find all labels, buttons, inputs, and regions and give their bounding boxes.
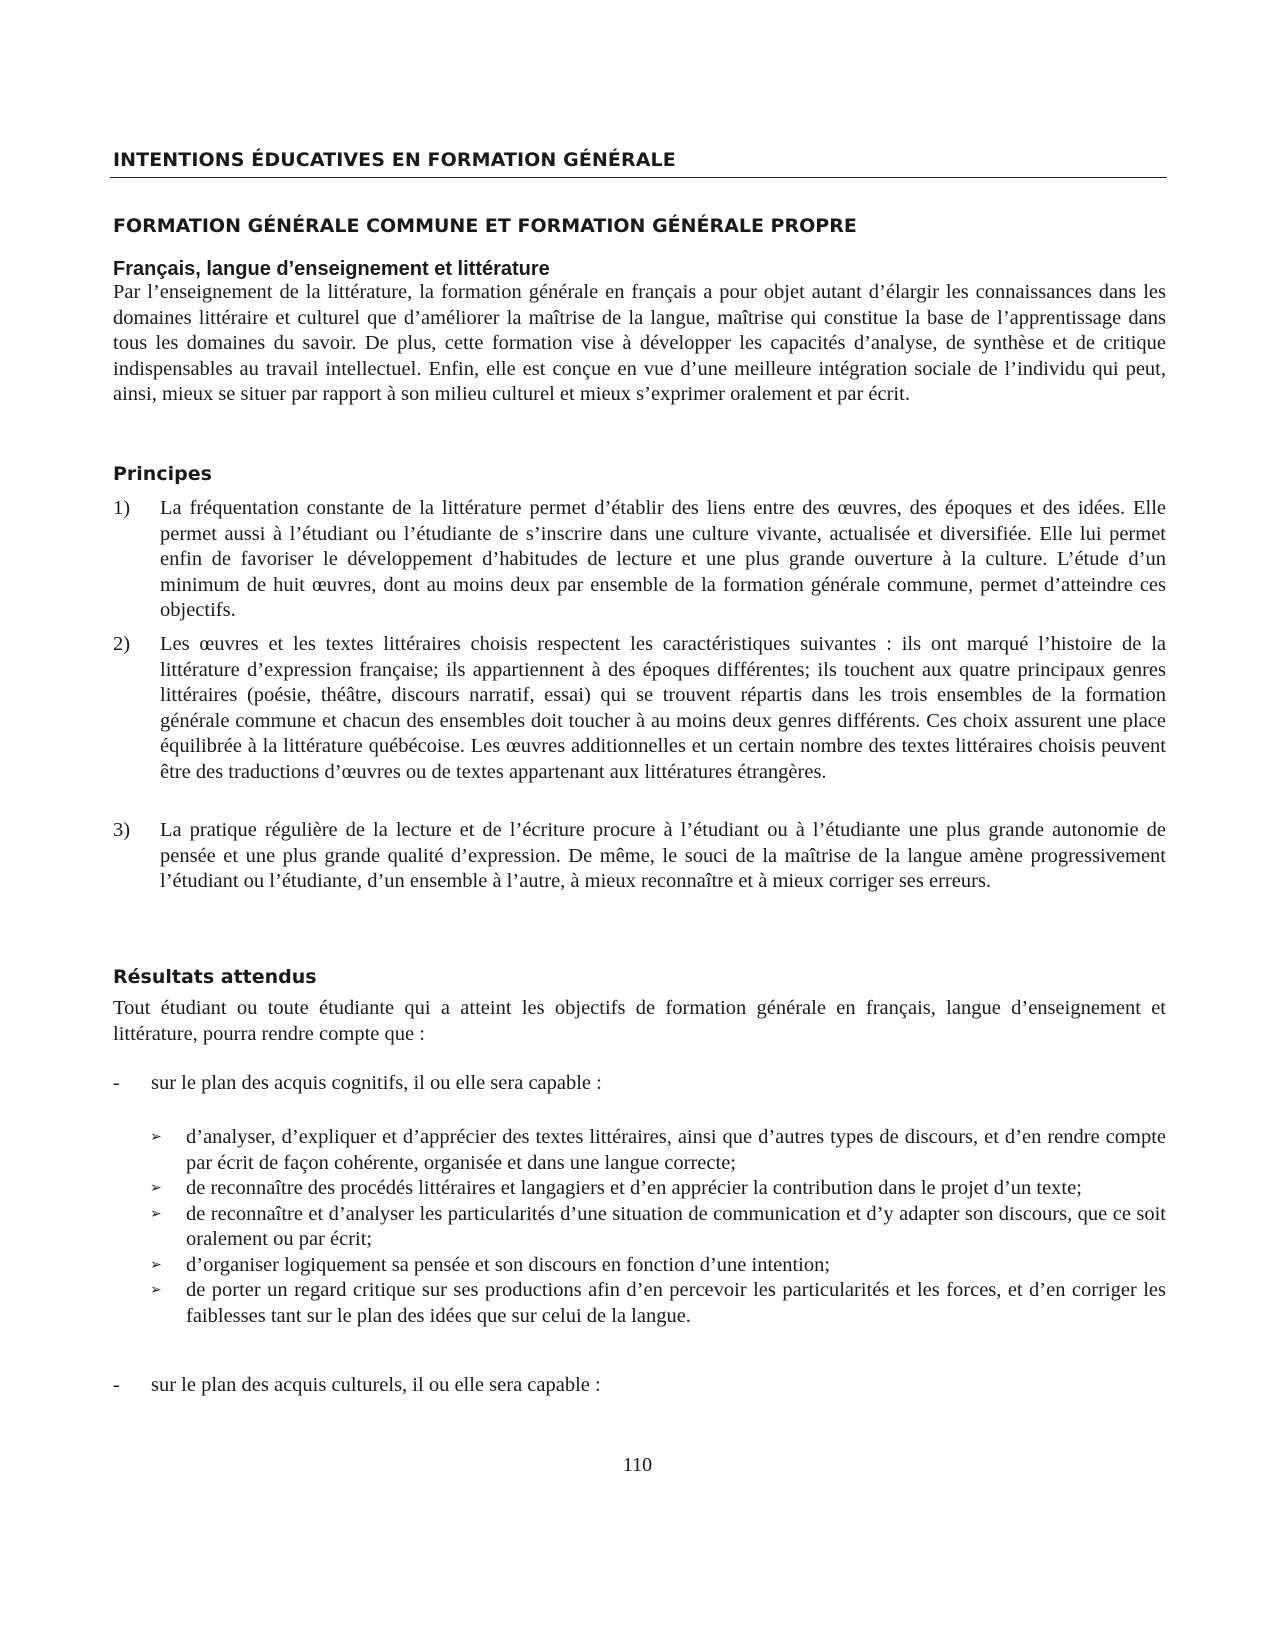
results-intro: Tout étudiant ou toute étudiante qui a atteint les objectifs de formation générale en français, langue d’enseignement et littérature, pourra rendre compte que : xyxy=(113,997,1166,1045)
dash-marker: - xyxy=(113,1072,120,1094)
bullet-text: de reconnaître des procédés littéraires et langagiers et d’en apprécier la contribution dans le projet d’un texte; xyxy=(186,1177,1082,1199)
list-item xyxy=(113,1176,1166,1202)
bullet-text: d’organiser logiquement sa pensée et son discours en fonction d’une intention; xyxy=(186,1253,831,1276)
bullet-text: de porter un regard critique sur ses productions afin d’en percevoir les particularités et les forces, et d’en corriger les faiblesses tant sur le plan des idées que sur celui de la langue. xyxy=(186,1279,1166,1327)
principle-item xyxy=(113,496,1166,624)
principle-number: 3) xyxy=(113,819,131,841)
list-item xyxy=(113,1125,1166,1176)
list-item xyxy=(113,1202,1166,1253)
bullet-text: de reconnaître et d’analyser les particularités d’une situation de communication et d’y adapter son discours, que ce soit oralement ou par écrit; xyxy=(186,1202,1166,1250)
subject-title: Français, langue d’enseignement et littérature xyxy=(113,258,550,280)
cultural-label: sur le plan des acquis culturels, il ou elle sera capable : xyxy=(151,1374,601,1396)
principle-number: 2) xyxy=(113,633,131,655)
list-item xyxy=(113,1253,1166,1279)
principle-item xyxy=(113,632,1166,785)
arrow-bullet-icon: ➢ xyxy=(150,1181,162,1196)
principles-heading: Principes xyxy=(113,463,212,485)
dash-marker: - xyxy=(113,1374,120,1396)
section-title: INTENTIONS ÉDUCATIVES EN FORMATION GÉNÉRALE xyxy=(113,149,676,171)
cognitive-line xyxy=(113,1071,1163,1097)
arrow-bullet-icon: ➢ xyxy=(150,1283,162,1298)
subsection-title: FORMATION GÉNÉRALE COMMUNE ET FORMATION GÉNÉRALE PROPRE xyxy=(113,215,857,237)
principle-item xyxy=(113,818,1166,895)
section-title-rule xyxy=(110,177,1167,178)
list-item xyxy=(113,1278,1166,1329)
cognitive-label: sur le plan des acquis cognitifs, il ou elle sera capable : xyxy=(151,1072,602,1094)
intro-paragraph: Par l’enseignement de la littérature, la formation générale en français a pour objet autant d’élargir les connaissances dans les domaines littéraire et culturel que d’améliorer la maîtrise de la langue, maîtrise qui constitue la base de l’apprentissage dans tous les domaines du savoir. De plus, cette formation vise à développer les capacités d’analyse, de synthèse et de critique indispensables au travail intellectuel. Enfin, elle est conçue en vue d’une meilleure intégration sociale de l’individu qui peut, ainsi, mieux se situer par rapport à son milieu culturel et mieux s’exprimer oralement et par écrit. xyxy=(113,281,1166,405)
principle-number: 1) xyxy=(113,497,131,519)
results-heading: Résultats attendus xyxy=(113,966,317,988)
principle-text: Les œuvres et les textes littéraires choisis respectent les caractéristiques suivantes : ils ont marqué l’histoire de la littérature d’expression française; ils appartiennent à des époques différentes; ils touchent aux quatre principaux genres littéraires (poésie, théâtre, discours narratif, essai) qui se trouvent répartis dans les trois ensembles de la formation générale commune et chacun des ensembles doit toucher à au moins deux genres différents. Ces choix assurent une place équilibrée à la littérature québécoise. Les œuvres additionnelles et un certain nombre des textes littéraires choisis peuvent être des traductions d’œuvres ou de textes appartenant aux littératures étrangères. xyxy=(160,633,1166,783)
arrow-bullet-icon: ➢ xyxy=(150,1257,162,1273)
arrow-bullet-icon: ➢ xyxy=(150,1206,162,1222)
cognitive-bullet-list xyxy=(113,1125,1166,1329)
bullet-text: d’analyser, d’expliquer et d’apprécier des textes littéraires, ainsi que d’autres types de discours, et d’en rendre compte par écrit de façon cohérente, organisée et dans une langue correcte; xyxy=(186,1126,1166,1174)
cultural-line xyxy=(113,1373,1163,1399)
page-number: 110 xyxy=(622,1454,653,1476)
principle-text: La pratique régulière de la lecture et de l’écriture procure à l’étudiant ou à l’étudiante une plus grande autonomie de pensée et une plus grande qualité d’expression. De même, le souci de la maîtrise de la langue amène progressivement l’étudiant ou l’étudiante, d’un ensemble à l’autre, à mieux reconnaître et à mieux corriger ses erreurs. xyxy=(160,819,1166,892)
principle-text: La fréquentation constante de la littérature permet d’établir des liens entre des œuvres, des époques et des idées. Elle permet aussi à l’étudiant ou l’étudiante de s’inscrire dans une culture vivante, actualisée et diversifiée. Elle lui permet enfin de favoriser le développement d’habitudes de lecture et une plus grande ouverture à la culture. L’étude d’un minimum de huit œuvres, dont au moins deux par ensemble de la formation générale commune, permet d’atteindre ces objectifs. xyxy=(160,497,1166,621)
arrow-bullet-icon: ➢ xyxy=(150,1130,162,1145)
